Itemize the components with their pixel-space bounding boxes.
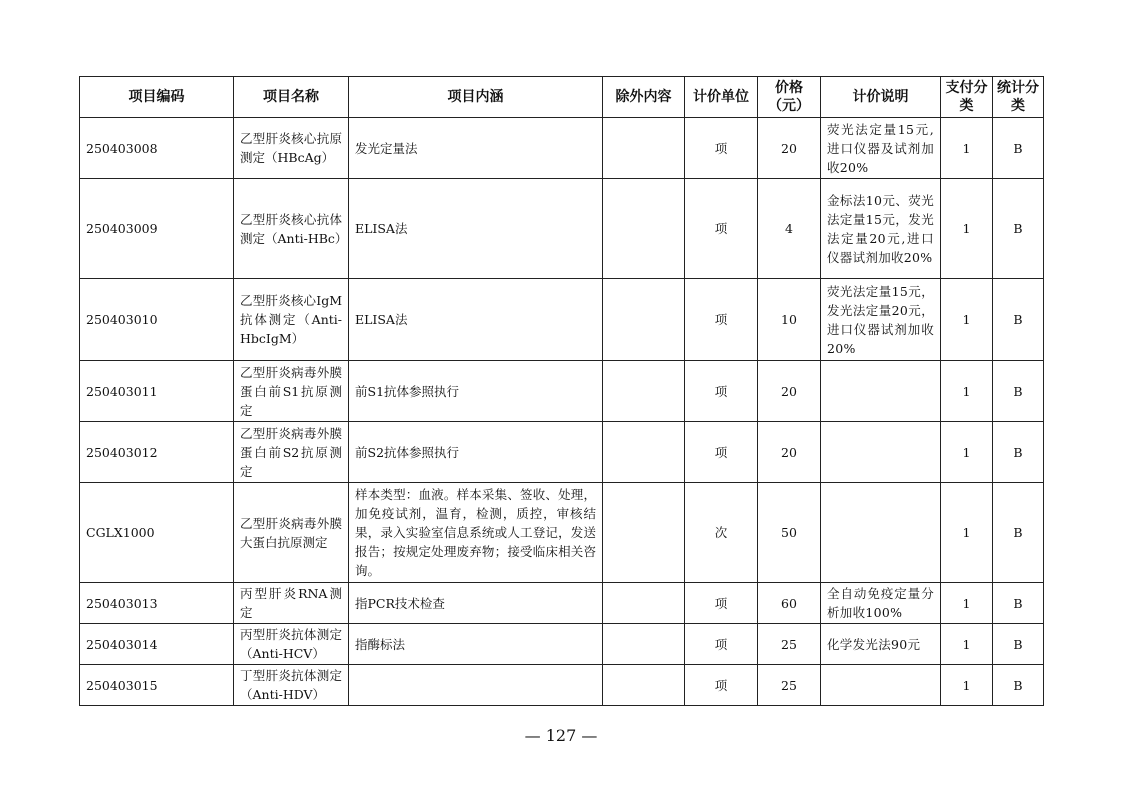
- cell-content: 指PCR技术检查: [349, 583, 603, 624]
- cell-name: 乙型肝炎核心IgM抗体测定（Anti-HbcIgM）: [234, 279, 349, 361]
- cell-note: [821, 483, 941, 583]
- cell-payment: 1: [941, 624, 993, 665]
- cell-note: 荧光法定量15元，发光法定量20元，进口仪器试剂加收20%: [821, 279, 941, 361]
- cell-content: ELISA法: [349, 279, 603, 361]
- cell-stat: B: [993, 361, 1044, 422]
- cell-stat: B: [993, 279, 1044, 361]
- header-payment: 支付分类: [941, 77, 993, 118]
- cell-payment: 1: [941, 483, 993, 583]
- cell-price: 25: [758, 624, 821, 665]
- cell-payment: 1: [941, 422, 993, 483]
- header-stat: 统计分类: [993, 77, 1044, 118]
- cell-excluded: [603, 665, 685, 706]
- cell-name: 乙型肝炎病毒外膜蛋白前S2抗原测定: [234, 422, 349, 483]
- cell-price: 4: [758, 179, 821, 279]
- header-unit: 计价单位: [685, 77, 758, 118]
- cell-code: 250403010: [80, 279, 234, 361]
- cell-excluded: [603, 422, 685, 483]
- cell-name: 乙型肝炎核心抗原测定（HBcAg）: [234, 118, 349, 179]
- header-code: 项目编码: [80, 77, 234, 118]
- cell-price: 60: [758, 583, 821, 624]
- table-row: [80, 279, 1044, 361]
- cell-note: [821, 665, 941, 706]
- cell-name: 丙型肝炎抗体测定（Anti-HCV）: [234, 624, 349, 665]
- cell-content: [349, 665, 603, 706]
- cell-payment: 1: [941, 279, 993, 361]
- cell-unit: 项: [685, 118, 758, 179]
- header-row: [80, 77, 1044, 118]
- header-note: 计价说明: [821, 77, 941, 118]
- cell-excluded: [603, 483, 685, 583]
- cell-note: [821, 422, 941, 483]
- cell-price: 20: [758, 118, 821, 179]
- cell-code: 250403015: [80, 665, 234, 706]
- table-row: [80, 665, 1044, 706]
- cell-payment: 1: [941, 118, 993, 179]
- table-body: [80, 118, 1044, 706]
- cell-price: 25: [758, 665, 821, 706]
- cell-unit: 项: [685, 665, 758, 706]
- cell-excluded: [603, 279, 685, 361]
- cell-stat: B: [993, 179, 1044, 279]
- cell-note: [821, 361, 941, 422]
- table-row: [80, 583, 1044, 624]
- table-row: [80, 483, 1044, 583]
- cell-name: 乙型肝炎病毒外膜蛋白前S1抗原测定: [234, 361, 349, 422]
- cell-name: 丁型肝炎抗体测定（Anti-HDV）: [234, 665, 349, 706]
- cell-name: 丙型肝炎RNA测定: [234, 583, 349, 624]
- cell-note: 化学发光法90元: [821, 624, 941, 665]
- table-row: [80, 179, 1044, 279]
- cell-name: 乙型肝炎病毒外膜大蛋白抗原测定: [234, 483, 349, 583]
- cell-name: 乙型肝炎核心抗体测定（Anti-HBc）: [234, 179, 349, 279]
- cell-price: 10: [758, 279, 821, 361]
- table-row: [80, 624, 1044, 665]
- cell-content: 前S1抗体参照执行: [349, 361, 603, 422]
- cell-unit: 项: [685, 179, 758, 279]
- cell-content: ELISA法: [349, 179, 603, 279]
- cell-code: 250403012: [80, 422, 234, 483]
- cell-note: 荧光法定量15元,进口仪器及试剂加收20%: [821, 118, 941, 179]
- cell-stat: B: [993, 624, 1044, 665]
- cell-payment: 1: [941, 665, 993, 706]
- cell-unit: 项: [685, 624, 758, 665]
- cell-stat: B: [993, 118, 1044, 179]
- table-row: [80, 361, 1044, 422]
- cell-price: 50: [758, 483, 821, 583]
- table-row: [80, 422, 1044, 483]
- cell-code: 250403013: [80, 583, 234, 624]
- cell-payment: 1: [941, 361, 993, 422]
- cell-price: 20: [758, 422, 821, 483]
- header-content: 项目内涵: [349, 77, 603, 118]
- cell-excluded: [603, 583, 685, 624]
- cell-note: 全自动免疫定量分析加收100%: [821, 583, 941, 624]
- cell-code: 250403009: [80, 179, 234, 279]
- cell-unit: 项: [685, 422, 758, 483]
- cell-unit: 项: [685, 279, 758, 361]
- cell-content: 指酶标法: [349, 624, 603, 665]
- cell-price: 20: [758, 361, 821, 422]
- header-price: 价格（元）: [758, 77, 821, 118]
- cell-code: CGLX1000: [80, 483, 234, 583]
- cell-excluded: [603, 624, 685, 665]
- cell-code: 250403011: [80, 361, 234, 422]
- header-name: 项目名称: [234, 77, 349, 118]
- cell-code: 250403014: [80, 624, 234, 665]
- cell-stat: B: [993, 665, 1044, 706]
- page-number: — 127 —: [524, 726, 598, 745]
- header-excluded: 除外内容: [603, 77, 685, 118]
- cell-payment: 1: [941, 583, 993, 624]
- cell-content: 样本类型：血液。样本采集、签收、处理，加免疫试剂，温育，检测，质控，审核结果，录入实验室信息系统或人工登记，发送报告；按规定处理废弃物；接受临床相关咨询。: [349, 483, 603, 583]
- cell-unit: 次: [685, 483, 758, 583]
- cell-unit: 项: [685, 583, 758, 624]
- cell-note: 金标法10元、荧光法定量15元，发光法定量20元,进口仪器试剂加收20%: [821, 179, 941, 279]
- cell-code: 250403008: [80, 118, 234, 179]
- cell-excluded: [603, 361, 685, 422]
- cell-stat: B: [993, 483, 1044, 583]
- cell-content: 前S2抗体参照执行: [349, 422, 603, 483]
- cell-payment: 1: [941, 179, 993, 279]
- cell-stat: B: [993, 583, 1044, 624]
- cell-excluded: [603, 179, 685, 279]
- cell-stat: B: [993, 422, 1044, 483]
- price-table: [79, 76, 1044, 706]
- table-row: [80, 118, 1044, 179]
- cell-unit: 项: [685, 361, 758, 422]
- cell-content: 发光定量法: [349, 118, 603, 179]
- cell-excluded: [603, 118, 685, 179]
